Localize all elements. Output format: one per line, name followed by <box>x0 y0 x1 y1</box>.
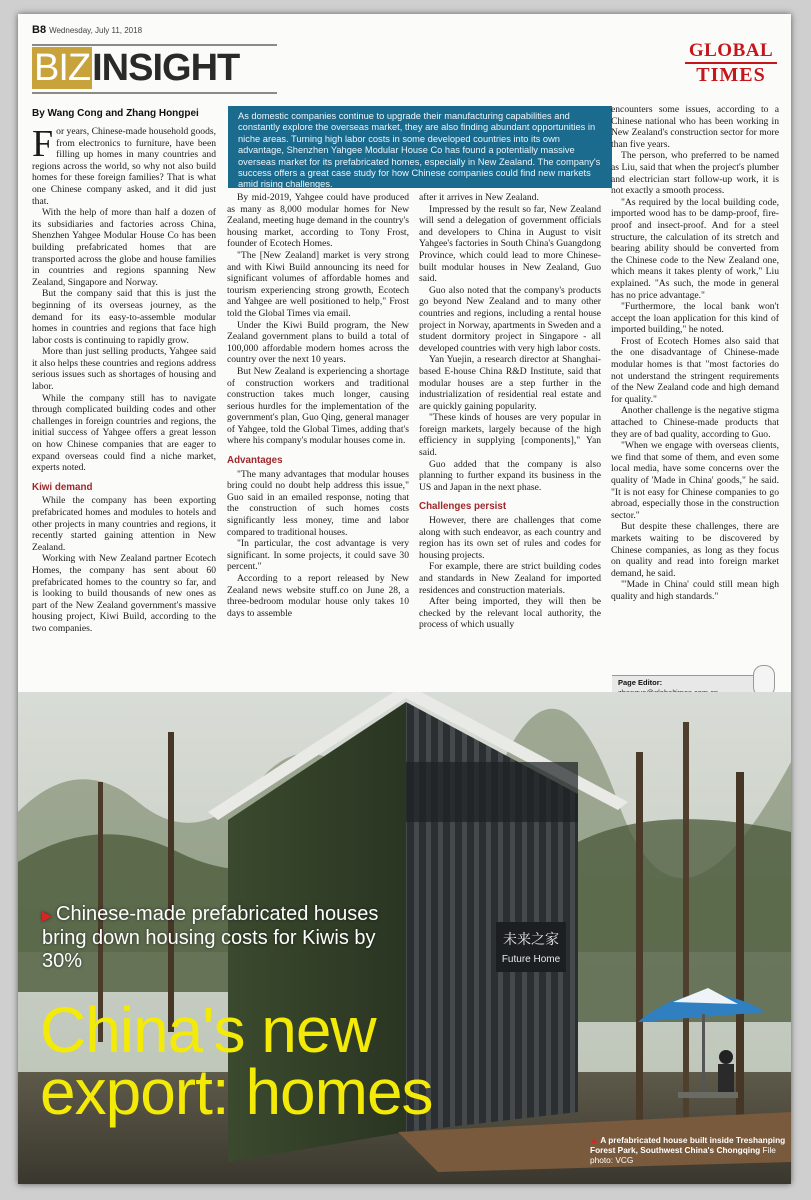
intro-callout: As domestic companies continue to upgrade their manufacturing capabilities and constantly explore the overseas market, they are also finding abundant opportunities in niche areas. Turning high labor costs in some developed countries into its own advantage, Shenzhen Yahgee Modular House Co has found a potentially massive overseas market for its prefabricated homes, especially in New Zealand. The company's success offers a great case study for how Chinese companies could find new markets amid rising challenges. <box>228 106 612 188</box>
paragraph: Under the Kiwi Build program, the New Zealand government plans to build a total of 100,000 affordable modern homes across the country over the next 10 years. <box>227 319 409 366</box>
paragraph: But despite these challenges, there are markets waiting to be discovered by Chinese companies, as long as they focus on quality and read into foreign market demand, he said. <box>611 521 779 579</box>
paragraph: While the company has been exporting prefabricated homes and modules to hotels and other projects in many countries and regions, it recently started gaining attention in New Zealand. <box>32 495 216 553</box>
tree-trunk <box>736 772 744 1132</box>
headline-line-2: export: homes <box>40 1056 433 1128</box>
paragraph: encounters some issues, according to a Chinese national who has been working in New Zealand's construction sector for more than five years. <box>611 104 779 150</box>
paragraph: The person, who preferred to be named as Liu, said that when the project's plumber and electrician start follow-up work, it is not exactly a smooth process. <box>611 150 779 197</box>
photo-subheadline <box>42 903 382 973</box>
section-title-biz: BIZ <box>34 47 91 89</box>
person <box>719 1050 733 1064</box>
photo-caption <box>590 1135 786 1165</box>
paragraph: By mid-2019, Yahgee could have produced as many as 8,000 modular homes for New Zealand, meeting huge demand in the country's housing market, according to Tony Frost, founder of Ecotech Homes. <box>227 192 409 250</box>
paragraph: But New Zealand is experiencing a shortage of construction workers and traditional construction takes much longer, causing serious hurdles for the implementation of the government's plan, Guo Qing, general manager of Yahgee, told the Global Times, adding that's where his company's modular houses come in. <box>227 365 409 447</box>
byline: By Wang Cong and Zhang Hongpei <box>32 108 199 119</box>
paragraph: "In particular, the cost advantage is very significant. In some projects, it could save 30 percent." <box>227 538 409 573</box>
logo-line-2: TIMES <box>696 64 766 86</box>
global-times-logo <box>685 42 777 84</box>
caption-marker: ▲ <box>590 1135 599 1145</box>
subheading-challenges-persist: Challenges persist <box>419 501 507 513</box>
main-headline <box>40 994 433 1128</box>
paragraph: More than just selling products, Yahgee said it also helps these countries and regions address serious issues such as shortages of housing and labor. <box>32 346 216 393</box>
tree-trunk <box>683 722 689 1122</box>
subheading-kiwi-demand: Kiwi demand <box>32 481 93 493</box>
headline-line-1: China's new <box>40 994 376 1066</box>
umbrella-pole <box>702 1014 705 1094</box>
caption-text: A prefabricated house built inside Treshanping Forest Park, Southwest China's Chongqing <box>590 1135 786 1155</box>
subhead-marker: ▶ <box>42 908 52 923</box>
issue-date: Wednesday, July 11, 2018 <box>49 26 143 35</box>
paragraph: "The many advantages that modular houses bring could no doubt help address this issue," Guo said in an emailed response, noting that the construction of such homes costs significantly less money, time and labor compared to traditional houses. <box>227 468 409 538</box>
paragraph: after it arrives in New Zealand. <box>419 192 539 203</box>
tree-trunk <box>636 752 643 1132</box>
article-column-1 <box>32 123 217 635</box>
paragraph: Impressed by the result so far, New Zealand will send a delegation of government officials and developers to China in August to visit Yahgee's factories in South China's Guangdong Province, which could lead to more Chinese-built modular houses in New Zealand, Guo said. <box>419 203 601 285</box>
paragraph: "The [New Zealand] market is very strong and with Kiwi Build announcing its need for significant volumes of affordable homes and tourism experiencing strong growth, Ecotech and Yahgee are well positioned to help," Frost told the Global Times via email. <box>227 249 409 319</box>
paragraph: Working with New Zealand partner Ecotech Homes, the company has sent about 60 prefabricated homes to the country so far, and is looking to build thousands of new ones as part of the New Zealand government's massive housing project, Kiwi Build, according to the two companies. <box>32 553 216 634</box>
tree-trunk <box>168 732 174 1032</box>
paragraph: "Furthermore, the local bank won't accept the loan application for this kind of imported building," he noted. <box>611 301 779 336</box>
article-column-3 <box>419 192 601 631</box>
paragraph: For years, Chinese-made household goods, from electronics to furniture, have been filling up homes in many countries and regions across the world, so why not also build homes for these foreign families? That is what one Chinese company asked, and it did just that. <box>32 123 217 207</box>
newspaper-page <box>18 14 791 1184</box>
paragraph: Frost of Ecotech Homes also said that the one disadvantage of Chinese-made modular homes is that "most factories do not understand the stringent requirements of the New Zealand code and high demand for quality." <box>611 335 779 405</box>
paragraph: After being imported, they will then be checked by the relevant local authority, the process of which usually <box>419 596 601 631</box>
page-number: B8 <box>32 24 47 36</box>
paragraph: According to a report released by New Zealand news website stuff.co on June 28, a three-bedroom modular house only takes 10 days to assemble <box>227 573 409 619</box>
paragraph: However, there are challenges that come along with such endeavor, as each country and region has its own set of rules and codes for housing projects. <box>419 515 601 561</box>
paragraph: "When we engage with overseas clients, we find that some of them, and even some local media, have some concerns over the quality of 'Made in China' goods," he said. "It is not easy for Chinese companies to go abroad, especially those in the construction sector." <box>611 440 779 521</box>
paragraph: While the company still has to navigate through complicated building codes and other challenges in foreign countries and regions, the initial success of Yahgee offers a great lesson on how Chinese companies that are eager to expand overseas could find a niche market, experts noted. <box>32 392 216 474</box>
paragraph: Yan Yuejin, a research director at Shanghai-based E-house China R&D Institute, said that modular houses are a step further in the industrialization of residential real estate and are quickly gaining popularity. <box>419 354 601 412</box>
page-editor-label: Page Editor: <box>618 678 663 687</box>
paragraph: Another challenge is the negative stigma attached to Chinese-made products that they are of bad quality, according to Guo. <box>611 405 779 440</box>
page-info <box>32 24 142 36</box>
bench <box>678 1092 738 1098</box>
paragraph: Guo also noted that the company's products go beyond New Zealand and to many other countries and regions, including a rental house project in Norway, apartments in Sweden and a student dormitory project in Singapore - all developed countries with very high labor costs. <box>419 284 601 354</box>
paragraph: For example, there are strict building codes and standards in New Zealand for imported residences and construction materials. <box>419 561 601 596</box>
logo-line-1: GLOBAL <box>688 40 774 61</box>
photo-credit: File photo: VCG <box>590 1145 776 1165</box>
section-title-insight: INSIGHT <box>92 47 240 89</box>
sign-english: Future Home <box>501 954 561 965</box>
article-column-4 <box>611 104 779 603</box>
paragraph: With the help of more than half a dozen of its subsidiaries and factories across China, Shenzhen Yahgee Modular House Co has been building prefabricated homes that are transported across the globe and house families in countries and regions spanning New Zealand, Singapore and Norway. <box>32 207 216 288</box>
paragraph: "As required by the local building code, imported wood has to be damp-proof, fire-proof and insect-proof. And for a steel structure, the calculation of its stretch and bearing ability should be converted from the Chinese code to the New Zealand one, which means it takes plenty of work," Liu explained. "As such, the mode in general has no price advantage." <box>611 196 779 301</box>
sign-chinese: 未来之家 <box>503 932 559 948</box>
section-banner <box>32 44 277 94</box>
subheading-advantages: Advantages <box>227 455 283 467</box>
subhead-text: Chinese-made prefabricated houses bring down housing costs for Kiwis by 30% <box>42 903 379 972</box>
paragraph: "These kinds of houses are very popular in foreign markets, largely because of the high efficiency in supplying [components]," Yan said. <box>419 412 601 459</box>
paragraph: "'Made in China' could still mean high quality and high standards." <box>611 579 779 602</box>
article-column-2 <box>227 192 409 619</box>
person <box>718 1064 734 1092</box>
paragraph: Guo added that the company is also planning to further expand its business in the US and Japan in the next phase. <box>419 458 601 493</box>
paragraph: But the company said that this is just the beginning of its overseas journey, as the demand for its easy-to-assemble modular homes in countries and regions that face high labor costs is continuing to rapidly grow. <box>32 288 216 346</box>
upper-window <box>406 762 578 822</box>
